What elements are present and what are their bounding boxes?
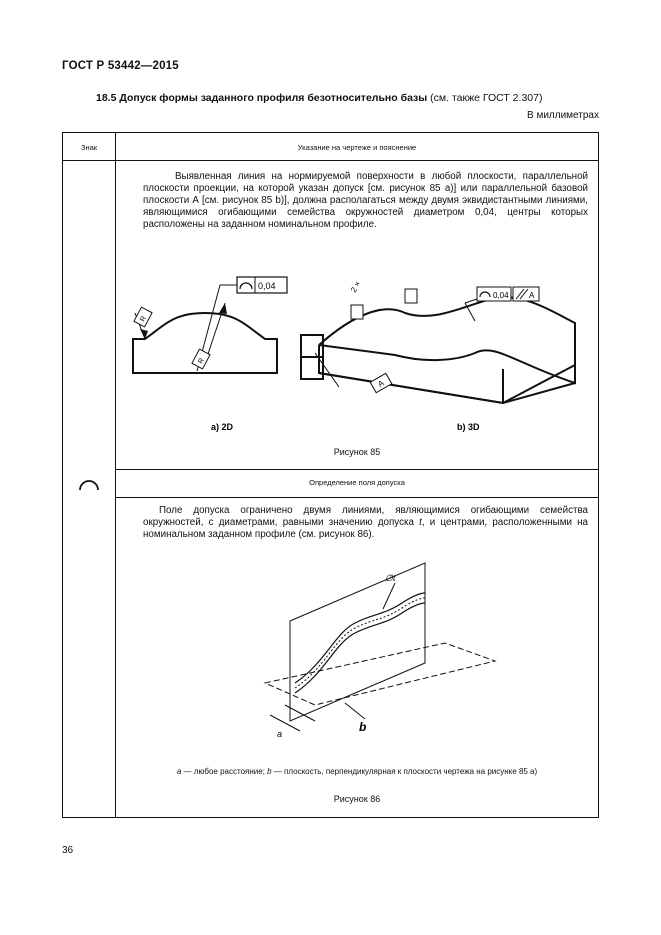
tolerance-value-3d: 0,04 xyxy=(493,291,509,300)
legend-a: a xyxy=(176,767,182,776)
paragraph-definition xyxy=(143,505,588,541)
datum-a-3d: A xyxy=(376,378,386,389)
plane-b-label: b xyxy=(359,720,367,734)
subheader-tolerance-zone: Определение поля допуска xyxy=(309,478,405,487)
definition-t: t xyxy=(419,517,422,528)
legend-a-text: — любое расстояние; xyxy=(181,767,268,776)
legend-b: b xyxy=(267,767,272,776)
label-3d: b) 3D xyxy=(457,422,480,432)
figure-86 xyxy=(115,553,599,763)
horizontal-plane xyxy=(265,643,495,705)
distance-a-label: a xyxy=(277,729,283,739)
page-number: 36 xyxy=(62,845,74,856)
section-title xyxy=(96,92,542,104)
col-header-sign: Знак xyxy=(80,143,98,152)
diameter-t-label: ∅t xyxy=(385,573,396,583)
section-title-ref: (см. также ГОСТ 2.307) xyxy=(427,92,543,104)
datum-label: A xyxy=(529,291,535,300)
document-header: ГОСТ Р 53442—2015 xyxy=(62,60,179,72)
header-divider xyxy=(63,160,598,161)
caption-figure-85: Рисунок 85 xyxy=(333,447,381,457)
units-note: В миллиметрах xyxy=(527,110,599,121)
tolerance-value-2d: 0,04 xyxy=(258,281,276,291)
subheader-bottom-divider xyxy=(115,497,598,498)
definition-text-2: , и центрами, расположенными на номинальном заданном профиле (см. рисунок 86). xyxy=(143,517,588,540)
paragraph-indication: Выявленная линия на нормируемой поверхности в любой плоскости, параллельной плоскости проекции, на которой указан допуск [см. рисунок 85 а)] или параллельной базовой плоскости А [см. рисунок 85 b)], должна располагаться между двумя эквидистантными линиями, являющимися огибающими семейства окружностей диаметром 0,04, центры которых расположены на заданном номинальном профиле. xyxy=(143,171,588,230)
definition-text-1: Поле допуска ограничено двумя линиями, являющимися огибающими семейства окружностей, с диаметрами, равными значению допуска xyxy=(143,505,588,528)
profile-of-a-line-icon xyxy=(77,477,101,493)
figure-85 xyxy=(115,243,599,473)
section-title-bold: 18.5 Допуск формы заданного профиля безотносительно базы xyxy=(96,92,428,104)
caption-figure-86: Рисунок 86 xyxy=(333,794,381,804)
dim-2x-label: 2 × xyxy=(348,279,363,294)
label-2d: a) 2D xyxy=(211,422,234,432)
vertical-plane xyxy=(290,563,425,721)
dim-r-label: R xyxy=(139,315,148,323)
col-header-indication: Указание на чертеже и пояснение xyxy=(297,143,417,152)
tolerance-table xyxy=(62,132,599,818)
datum-frame xyxy=(513,287,539,301)
legend-b-text: — плоскость, перпендикулярная к плоскости чертежа на рисунке 85 а) xyxy=(271,767,538,776)
figure-86-legend xyxy=(115,767,599,776)
subheader-top-divider xyxy=(115,469,598,470)
dim-r2-label: R xyxy=(197,357,206,365)
